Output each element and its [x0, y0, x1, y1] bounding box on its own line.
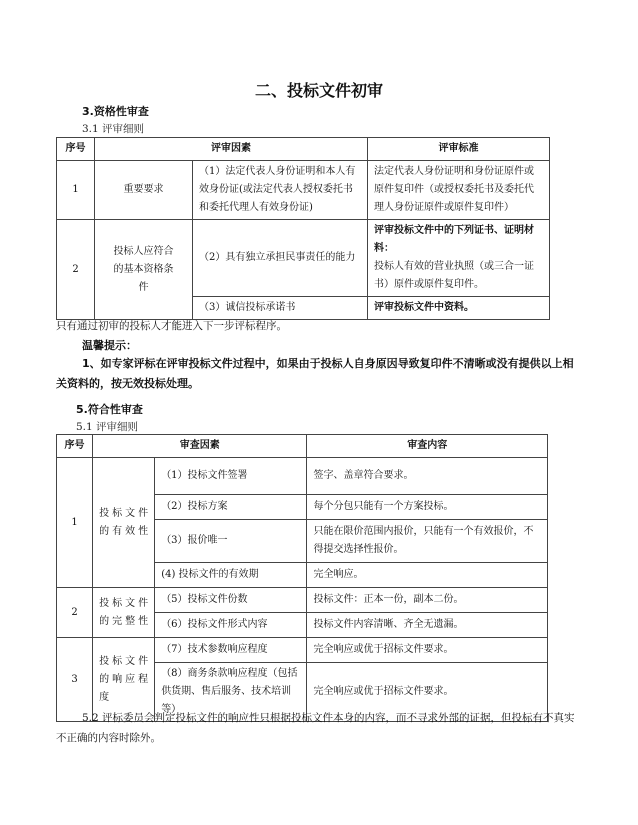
standard-text: 投标人有效的营业执照（或三合一证书）原件或原件复印件。: [374, 261, 534, 290]
row-content: 完全响应或优于招标文件要求。: [307, 663, 548, 722]
table-header-row: [57, 138, 550, 161]
row-no: 1: [57, 161, 95, 220]
table-row: [57, 638, 548, 663]
row-content: 只能在限价范围内报价，只能有一个有效报价，不得提交选择性报价。: [307, 520, 548, 563]
tip-text: 1、如专家评标在评审投标文件过程中，如果由于投标人自身原因导致复印件不清晰或没有提供以上相关资料的，按无效投标处理。: [56, 357, 574, 390]
row-content: 签字、盖章符合要求。: [307, 458, 548, 495]
table-row: [57, 588, 548, 613]
row-factor: （2）投标方案: [155, 495, 307, 520]
table-row: [57, 220, 550, 297]
row-category: 投标文件的有效性: [93, 458, 155, 588]
conformity-table: [56, 434, 548, 722]
header-no: 序号: [57, 138, 95, 161]
row-no: 1: [57, 458, 93, 588]
row-no: 2: [57, 220, 95, 320]
row-factor: (4) 投标文件的有效期: [155, 563, 307, 588]
row-factor: （6）投标文件形式内容: [155, 613, 307, 638]
header-no: 序号: [57, 435, 93, 458]
header-standard: 评审标准: [368, 138, 550, 161]
row-factor: （8）商务条款响应程度（包括供货期、售后服务、技术培训等）: [155, 663, 307, 722]
section3-sub: 3.1 评审细则: [82, 123, 145, 135]
table-row: [57, 161, 550, 220]
table-header-row: [57, 435, 548, 458]
tip-heading: 温馨提示：: [82, 339, 137, 352]
closing-paragraph: 5.2 评标委员会判定投标文件的响应性只根据投标文件本身的内容，而不寻求外部的证据，但投标有不真实不正确的内容时除外。: [56, 712, 575, 744]
header-factor: 评审因素: [95, 138, 368, 161]
note-line: 只有通过初审的投标人才能进入下一步评标程序。: [56, 320, 287, 332]
row-factor: （7）技术参数响应程度: [155, 638, 307, 663]
section3-heading: 3.资格性审查: [82, 105, 149, 118]
row-content: 投标文件内容清晰、齐全无遗漏。: [307, 613, 548, 638]
row-content: 完全响应或优于招标文件要求。: [307, 638, 548, 663]
qualification-table: [56, 137, 550, 320]
header-factor: 审查因素: [93, 435, 307, 458]
page-title: 二、投标文件初审: [254, 81, 383, 100]
row-category: 投标文件的完整性: [93, 588, 155, 638]
row-content: 每个分包只能有一个方案投标。: [307, 495, 548, 520]
header-content: 审查内容: [307, 435, 548, 458]
row-factor: （1）投标文件签署: [155, 458, 307, 495]
row-category: 投标文件的响应程度: [93, 638, 155, 722]
row-standard: 法定代表人身份证明和身份证原件或原件复印件（或授权委托书及委托代理人身份证原件或原件复印件）: [368, 161, 550, 220]
row-factor: （2）具有独立承担民事责任的能力: [193, 220, 368, 297]
row-no: 3: [57, 638, 93, 722]
row-category: 重要要求: [95, 161, 193, 220]
row-standard: [368, 220, 550, 297]
table-row: [57, 458, 548, 495]
row-factor: （1）法定代表人身份证明和本人有效身份证(或法定代表人授权委托书和委托代理人有效身份证): [193, 161, 368, 220]
row-factor: （3）报价唯一: [155, 520, 307, 563]
row-content: 完全响应。: [307, 563, 548, 588]
row-factor: （5）投标文件份数: [155, 588, 307, 613]
row-no: 2: [57, 588, 93, 638]
section5-heading: 5.符合性审查: [76, 403, 143, 416]
section5-sub: 5.1 评审细则: [76, 421, 139, 433]
row-factor: （3）诚信投标承诺书: [193, 297, 368, 320]
row-category: 投标人应符合的基本资格条件: [95, 220, 193, 320]
row-content: 投标文件：正本一份，副本二份。: [307, 588, 548, 613]
row-standard: 评审投标文件中资料。: [368, 297, 550, 320]
standard-bold: 评审投标文件中的下列证书、证明材料：: [374, 225, 534, 254]
